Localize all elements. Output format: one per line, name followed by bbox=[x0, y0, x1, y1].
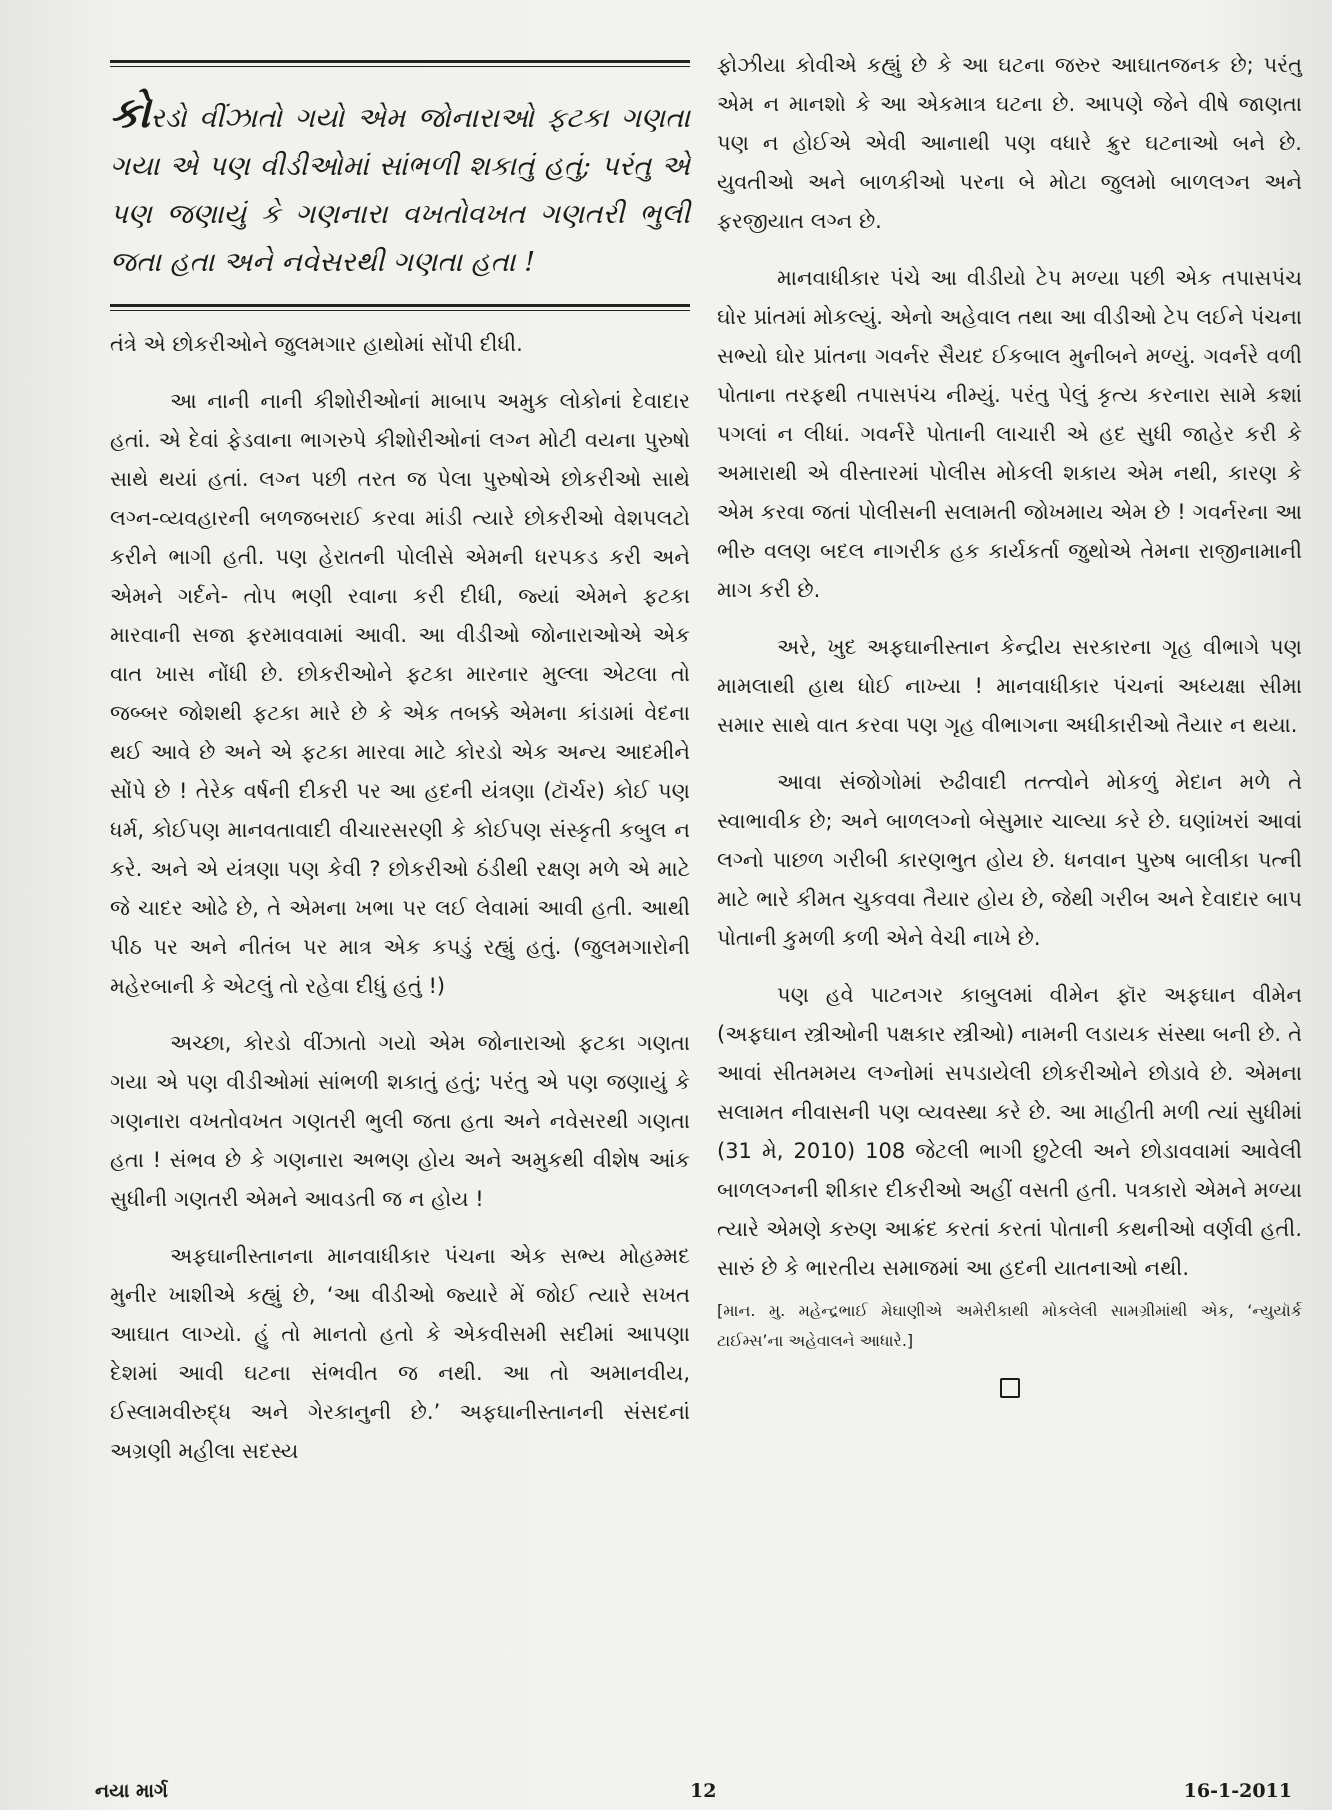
end-of-article-square-icon bbox=[1000, 1378, 1020, 1398]
right-column bbox=[717, 53, 1302, 1398]
pull-quote-drop-cap: કો bbox=[110, 88, 151, 137]
left-paragraph: અચ્છા, કોરડો વીંઝાતો ગયો એમ જોનારાઓ ફટકા ગણતા ગયા એ પણ વીડીઓમાં સાંભળી શકાતું હતું; પરંતુ એ પણ જણાયું કે ગણનારા વખતોવખત ગણતરી ભુલી જતા હતા અને નવેસરથી ગણતા હતા ! સંભવ છે કે ગણનારા અભણ હોય અને અમુકથી વીશેષ આંક સુધીની ગણતરી એમને આવડતી જ ન હોય ! bbox=[110, 1031, 690, 1211]
right-paragraph: આવા સંજોગોમાં રુઢીવાદી તત્ત્વોને મોકળું મેદાન મળે તે સ્વાભાવીક છે; અને બાળલગ્નો બેસુમાર ચાલ્યા કરે છે. ઘણાંખરાં આવાં લગ્નો પાછળ ગરીબી કારણભુત હોય છે. ધનવાન પુરુષ બાલીકા પત્ની માટે ભારે કીમત ચુકવવા તૈયાર હોય છે, જેથી ગરીબ અને દેવાદાર બાપ પોતાની કુમળી કળી એને વેચી નાખે છે. bbox=[717, 770, 1302, 950]
left-paragraph: આ નાની નાની કીશોરીઓનાં માબાપ અમુક લોકોનાં દેવાદાર હતાં. એ દેવાં ફેડવાના ભાગરુપે કીશોરીઓનાં લગ્ન મોટી વયના પુરુષો સાથે થયાં હતાં. લગ્ન પછી તરત જ પેલા પુરુષોએ છોકરીઓ સાથે લગ્ન-વ્યવહારની બળજબરાઈ કરવા માંડી ત્યારે છોકરીઓ વેશપલટો કરીને ભાગી હતી. પણ હેરાતની પોલીસે એમની ધરપકડ કરી અને એમને ગર્દને- તોપ ભણી રવાના કરી દીધી, જ્યાં એમને ફટકા મારવાની સજા ફરમાવવામાં આવી. આ વીડીઓ જોનારાઓએ એક વાત ખાસ નોંધી છે. છોકરીઓને ફટકા મારનાર મુલ્લા એટલા તો જબ્બર જોશથી ફટકા મારે છે કે એક તબક્કે એમના કાંડામાં વેદના થઈ આવે છે અને એ ફટકા મારવા માટે કોરડો એક અન્ય આદમીને સોંપે છે ! તેરેક વર્ષની દીકરી પર આ હદની યંત્રણા (ટૉર્ચર) કોઈ પણ ધર્મ, કોઈપણ માનવતાવાદી વીચારસરણી કે કોઈપણ સંસ્કૃતી કબુલ ન કરે. અને એ યંત્રણા પણ કેવી ? છોકરીઓ ઠંડીથી રક્ષણ મળે એ માટે જે ચાદર ઓઢે છે, તે એમના ખભા પર લઈ લેવામાં આવી હતી. આથી પીઠ પર અને નીતંબ પર માત્ર એક કપડું રહ્યું હતું. (જુલમગારોની મહેરબાની કે એટલું તો રહેવા દીધું હતું !) bbox=[110, 389, 690, 998]
right-paragraph: પણ હવે પાટનગર કાબુલમાં વીમેન ફૉર અફઘાન વીમેન (અફઘાન સ્ત્રીઓની પક્ષકાર સ્ત્રીઓ) નામની લડાયક સંસ્થા બની છે. તે આવાં સીતમમય લગ્નોમાં સપડાયેલી છોકરીઓને છોડાવે છે. એમના સલામત નીવાસની પણ વ્યવસ્થા કરે છે. આ માહીતી મળી ત્યાં સુધીમાં (31 મે, 2010) 108 જેટલી ભાગી છુટેલી અને છોડાવવામાં આવેલી બાળલગ્નની શીકાર દીકરીઓ અહીં વસતી હતી. પત્રકારો એમને મળ્યા ત્યારે એમણે કરુણ આક્રંદ કરતાં કરતાં પોતાની કથનીઓ વર્ણવી હતી. સારું છે કે ભારતીય સમાજમાં આ હદની યાતનાઓ નથી. bbox=[717, 983, 1302, 1280]
pull-quote-top-rule-thin bbox=[110, 66, 690, 67]
page-footer bbox=[0, 1780, 1332, 1808]
pull-quote-bottom-rule bbox=[110, 304, 690, 307]
pull-quote bbox=[110, 89, 690, 286]
left-paragraph-continuation: તંત્રે એ છોકરીઓને જુલમગાર હાથોમાં સોંપી દીધી. bbox=[110, 332, 523, 356]
issue-date: 16-1-2011 bbox=[1183, 1780, 1292, 1802]
right-paragraph: અરે, ખુદ અફઘાનીસ્તાન કેન્દ્રીય સરકારના ગૃહ વીભાગે પણ મામલાથી હાથ ધોઈ નાખ્યા ! માનવાધીકાર પંચનાં અધ્યક્ષા સીમા સમાર સાથે વાત કરવા પણ ગૃહ વીભાગના અધીકારીઓ તૈયાર ન થયા. bbox=[717, 635, 1302, 737]
pull-quote-top-rule bbox=[110, 60, 690, 63]
left-paragraph: અફઘાનીસ્તાનના માનવાધીકાર પંચના એક સભ્ય મોહમ્મદ મુનીર ખાશીએ કહ્યું છે, ‘આ વીડીઓ જ્યારે મેં જોઈ ત્યારે સખત આઘાત લાગ્યો. હું તો માનતો હતો કે એકવીસમી સદીમાં આપણા દેશમાં આવી ઘટના સંભવીત જ નથી. આ તો અમાનવીય, ઈસ્લામવીરુદ્ધ અને ગેરકાનુની છે.’ અફઘાનીસ્તાનની સંસદનાં અગ્રણી મહીલા સદસ્ય bbox=[110, 1244, 690, 1463]
left-column bbox=[110, 60, 690, 1471]
page-number: 12 bbox=[690, 1780, 717, 1802]
pull-quote-text: રડો વીંઝાતો ગયો એમ જોનારાઓ ફટકા ગણતા ગયા એ પણ વીડીઓમાં સાંભળી શકાતું હતું; પરંતુ એ પણ જણાયું કે ગણનારા વખતોવખત ગણતરી ભુલી જતા હતા અને નવેસરથી ગણતા હતા ! bbox=[110, 102, 690, 278]
right-paragraph-continuation: ફોઝીયા કોવીએ કહ્યું છે કે આ ઘટના જરુર આઘાતજનક છે; પરંતુ એમ ન માનશો કે આ એકમાત્ર ઘટના છે. આપણે જેને વીષે જાણતા પણ ન હોઈએ એવી આનાથી પણ વધારે ક્રુર ઘટનાઓ બને છે. યુવતીઓ અને બાળકીઓ પરના બે મોટા જુલમો બાળલગ્ન અને ફરજીયાત લગ્ન છે. bbox=[717, 53, 1302, 233]
right-paragraph: માનવાધીકાર પંચે આ વીડીયો ટેપ મળ્યા પછી એક તપાસપંચ ઘોર પ્રાંતમાં મોકલ્યું. એનો અહેવાલ તથા આ વીડીઓ ટેપ લઈને પંચના સભ્યો ઘોર પ્રાંતના ગવર્નર સૈયદ ઈકબાલ મુનીબને મળ્યું. ગવર્નરે વળી પોતાના તરફથી તપાસપંચ નીમ્યું. પરંતુ પેલું કૃત્ય કરનારા સામે કશાં પગલાં ન લીધાં. ગવર્નરે પોતાની લાચારી એ હદ સુધી જાહેર કરી કે અમારાથી એ વીસ્તારમાં પોલીસ મોકલી શકાય એમ નથી, કારણ કે એમ કરવા જતાં પોલીસની સલામતી જોખમાય એમ છે ! ગવર્નરના આ ભીરુ વલણ બદલ નાગરીક હક કાર્યકર્તા જુથોએ તેમના રાજીનામાની માગ કરી છે. bbox=[717, 266, 1302, 602]
source-note: [માન. મુ. મહેન્દ્રભાઈ મેઘાણીએ અમેરીકાથી મોકલેલી સામગ્રીમાંથી એક, ‘ન્યુયૉર્ક ટાઈમ્સ’ના અહેવાલને આધારે.] bbox=[717, 1301, 1302, 1350]
magazine-name: નયા માર્ગ bbox=[95, 1780, 168, 1802]
pull-quote-bottom-rule-thin bbox=[110, 310, 690, 311]
